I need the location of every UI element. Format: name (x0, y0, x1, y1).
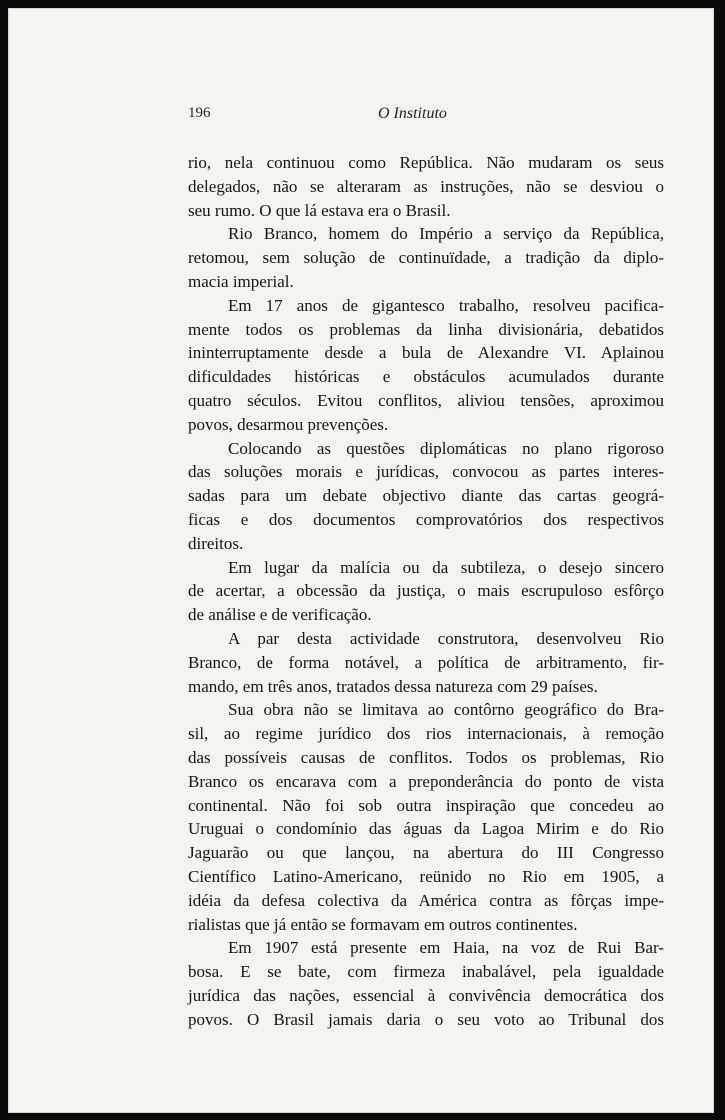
text-line: Branco, de forma notável, a política de arbitramento, fir- (188, 652, 664, 672)
text-line: continental. Não foi sob outra inspiração que concedeu ao (188, 795, 664, 815)
text-line: ininterruptamente desde a bula de Alexandre VI. Aplainou (188, 343, 664, 363)
text-line: rialistas que já então se formavam em outros continentes. (188, 914, 578, 934)
text-line: povos. O Brasil jamais daria o seu voto ao Tribunal dos (188, 1009, 664, 1029)
text-line: dificuldades históricas e obstáculos acumulados durante (188, 367, 664, 387)
text-line: das soluções morais e jurídicas, convocou as partes interes- (188, 462, 664, 482)
running-title: O Instituto (378, 105, 447, 122)
text-line: Em 17 anos de gigantesco trabalho, resolveu pacifica- (228, 295, 664, 315)
text-line: das possíveis causas de conflitos. Todos os problemas, Rio (188, 747, 664, 767)
text-line: Branco os encarava com a preponderância do ponto de vista (188, 771, 664, 791)
page-number: 196 (188, 105, 211, 121)
text-line: de acertar, a obcessão da justiça, o mais escrupuloso esfôrço (188, 581, 664, 601)
text-line: bosa. E se bate, com firmeza inabalável, pela igualdade (188, 962, 664, 982)
text-line: direitos. (188, 533, 244, 553)
text-line: ficas e dos documentos comprovatórios dos respectivos (188, 509, 664, 529)
text-line: Em lugar da malícia ou da subtileza, o desejo sincero (228, 557, 664, 577)
text-line: delegados, não se alteraram as instruções, não se desviou o (188, 176, 664, 196)
text-line: A par desta actividade construtora, desenvolveu Rio (228, 628, 664, 648)
text-line: quatro séculos. Evitou conflitos, aliviou tensões, aproximou (188, 390, 664, 410)
text-line: rio, nela continuou como República. Não mudaram os seus (188, 153, 664, 172)
text-line: Uruguai o condomínio das águas da Lagoa Mirim e do Rio (188, 819, 664, 839)
text-line: sil, ao regime jurídico dos rios internacionais, à remoção (188, 724, 664, 744)
text-line: jurídica das nações, essencial à convivência democrática dos (188, 985, 664, 1005)
text-line: Colocando as questões diplomáticas no plano rigoroso (228, 438, 664, 458)
text-line: Científico Latino-Americano, reünido no Rio em 1905, a (188, 866, 664, 886)
text-line: sadas para um debate objectivo diante das cartas geográ- (188, 486, 664, 506)
text-line: de análise e de verificação. (188, 605, 372, 625)
text-line: idéia da defesa colectiva da América contra as fôrças impe- (188, 890, 664, 910)
text-line: seu rumo. O que lá estava era o Brasil. (188, 200, 451, 220)
text-line: povos, desarmou prevenções. (188, 414, 389, 434)
text-line: Em 1907 está presente em Haia, na voz de Rui Bar- (228, 938, 664, 958)
page-header (188, 105, 568, 127)
text-line: Jaguarão ou que lançou, na abertura do III Congresso (188, 843, 664, 863)
text-line: Sua obra não se limitava ao contôrno geográfico do Bra- (228, 700, 664, 720)
text-line: Rio Branco, homem do Império a serviço da República, (228, 224, 664, 244)
body-text (188, 151, 664, 1031)
text-line: mando, em três anos, tratados dessa natureza com 29 países. (188, 676, 598, 696)
text-line: mente todos os problemas da linha divisionária, debatidos (188, 319, 664, 339)
text-line: retomou, sem solução de continuïdade, a tradição da diplo- (188, 248, 664, 268)
text-line: macia imperial. (188, 271, 294, 291)
book-page (8, 8, 714, 1113)
